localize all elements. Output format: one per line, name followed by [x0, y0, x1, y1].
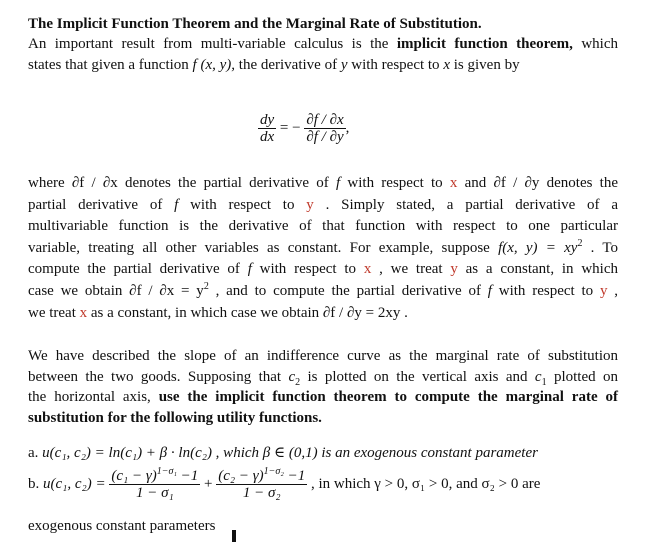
intro-paragraph: An important result from multi-variable calculus is the implicit function theorem, which states that given a function f (x, y), the derivative of y with respect to x is given by — [28, 36, 618, 73]
item-b-continuation: exogenous constant parameters — [28, 518, 216, 534]
item-b-fraction-2: $\frac{(c_2 - \gamma)^{1-\sigma_2} -1}{\text{1 − σ₂}}$ — [218, 466, 306, 501]
implicit-derivative-equation: $\frac{dy}{dx}$ = − $\frac{\partial f / \partial x}{\partial f / \partial y}$ , — [260, 112, 350, 145]
item-a-utility: u(c₁, c₂) = ln(c₁) + β · ln(c₂) , which β ∈ (0,1) is an exogenous constant parameter — [42, 445, 538, 461]
task-paragraph: We have described the slope of an indifference curve as the marginal rate of substitution between the two goods. Supposing that $c_2$ is plotted on the vertical axis and $c_1$ plotted on the horizontal axis, use the implicit function theorem to compute the marginal rate of substitution for the following utility functions. — [28, 348, 618, 426]
item-b: b. u(c₁, c₂) = $\frac{(c_1 - \gamma)^{1-\sigma_1} -1}{\text{1 − σ₁}}$ + $\frac{(c_2 - \gamma)^{1-\sigma_2} -1}{\text{1 − σ₂}}$ , in which γ > 0, σ₁ > 0, and σ₂ > 0 are — [28, 466, 541, 501]
equals-minus: = − — [279, 119, 301, 136]
item-a-label: a. — [28, 445, 39, 461]
item-a — [28, 443, 618, 464]
page-title: The Implicit Function Theorem and the Marginal Rate of Substitution. — [28, 16, 482, 32]
theorem-name: implicit function theorem, — [396, 36, 573, 52]
item-b-label: b. — [28, 475, 40, 492]
item-b-fraction-1: $\frac{(c_1 - \gamma)^{1-\sigma_1} -1}{\text{1 − σ₁}}$ — [111, 466, 199, 501]
item-b-conditions: , in which γ > 0, σ₁ > 0, and σ₂ > 0 are — [310, 475, 541, 492]
lhs-fraction: $\frac{dy}{dx}$ — [260, 112, 275, 145]
text-cursor — [232, 530, 236, 542]
rhs-fraction: $\frac{\partial f / \partial x}{\partial f / \partial y}$ — [306, 112, 344, 145]
explanation-paragraph: where ∂f / ∂x denotes the partial derivative of f with respect to x and ∂f / ∂y denotes the partial derivative of f with respect to y . Simply stated, a partial derivative of a multivariable function is the derivative of that function with respect to one particular variable, treating all other variables as constant. For example, suppose f(x, $y) = xy^2$ . To compute the partial derivative of f with respect to x , we treat y as a constant, in which case we obtain $\partial f / \partial x = y^2$ , and to compute the partial derivative of f with respect to y , we treat x as a constant, in which case we obtain ∂f / ∂y = 2xy . — [28, 175, 618, 321]
